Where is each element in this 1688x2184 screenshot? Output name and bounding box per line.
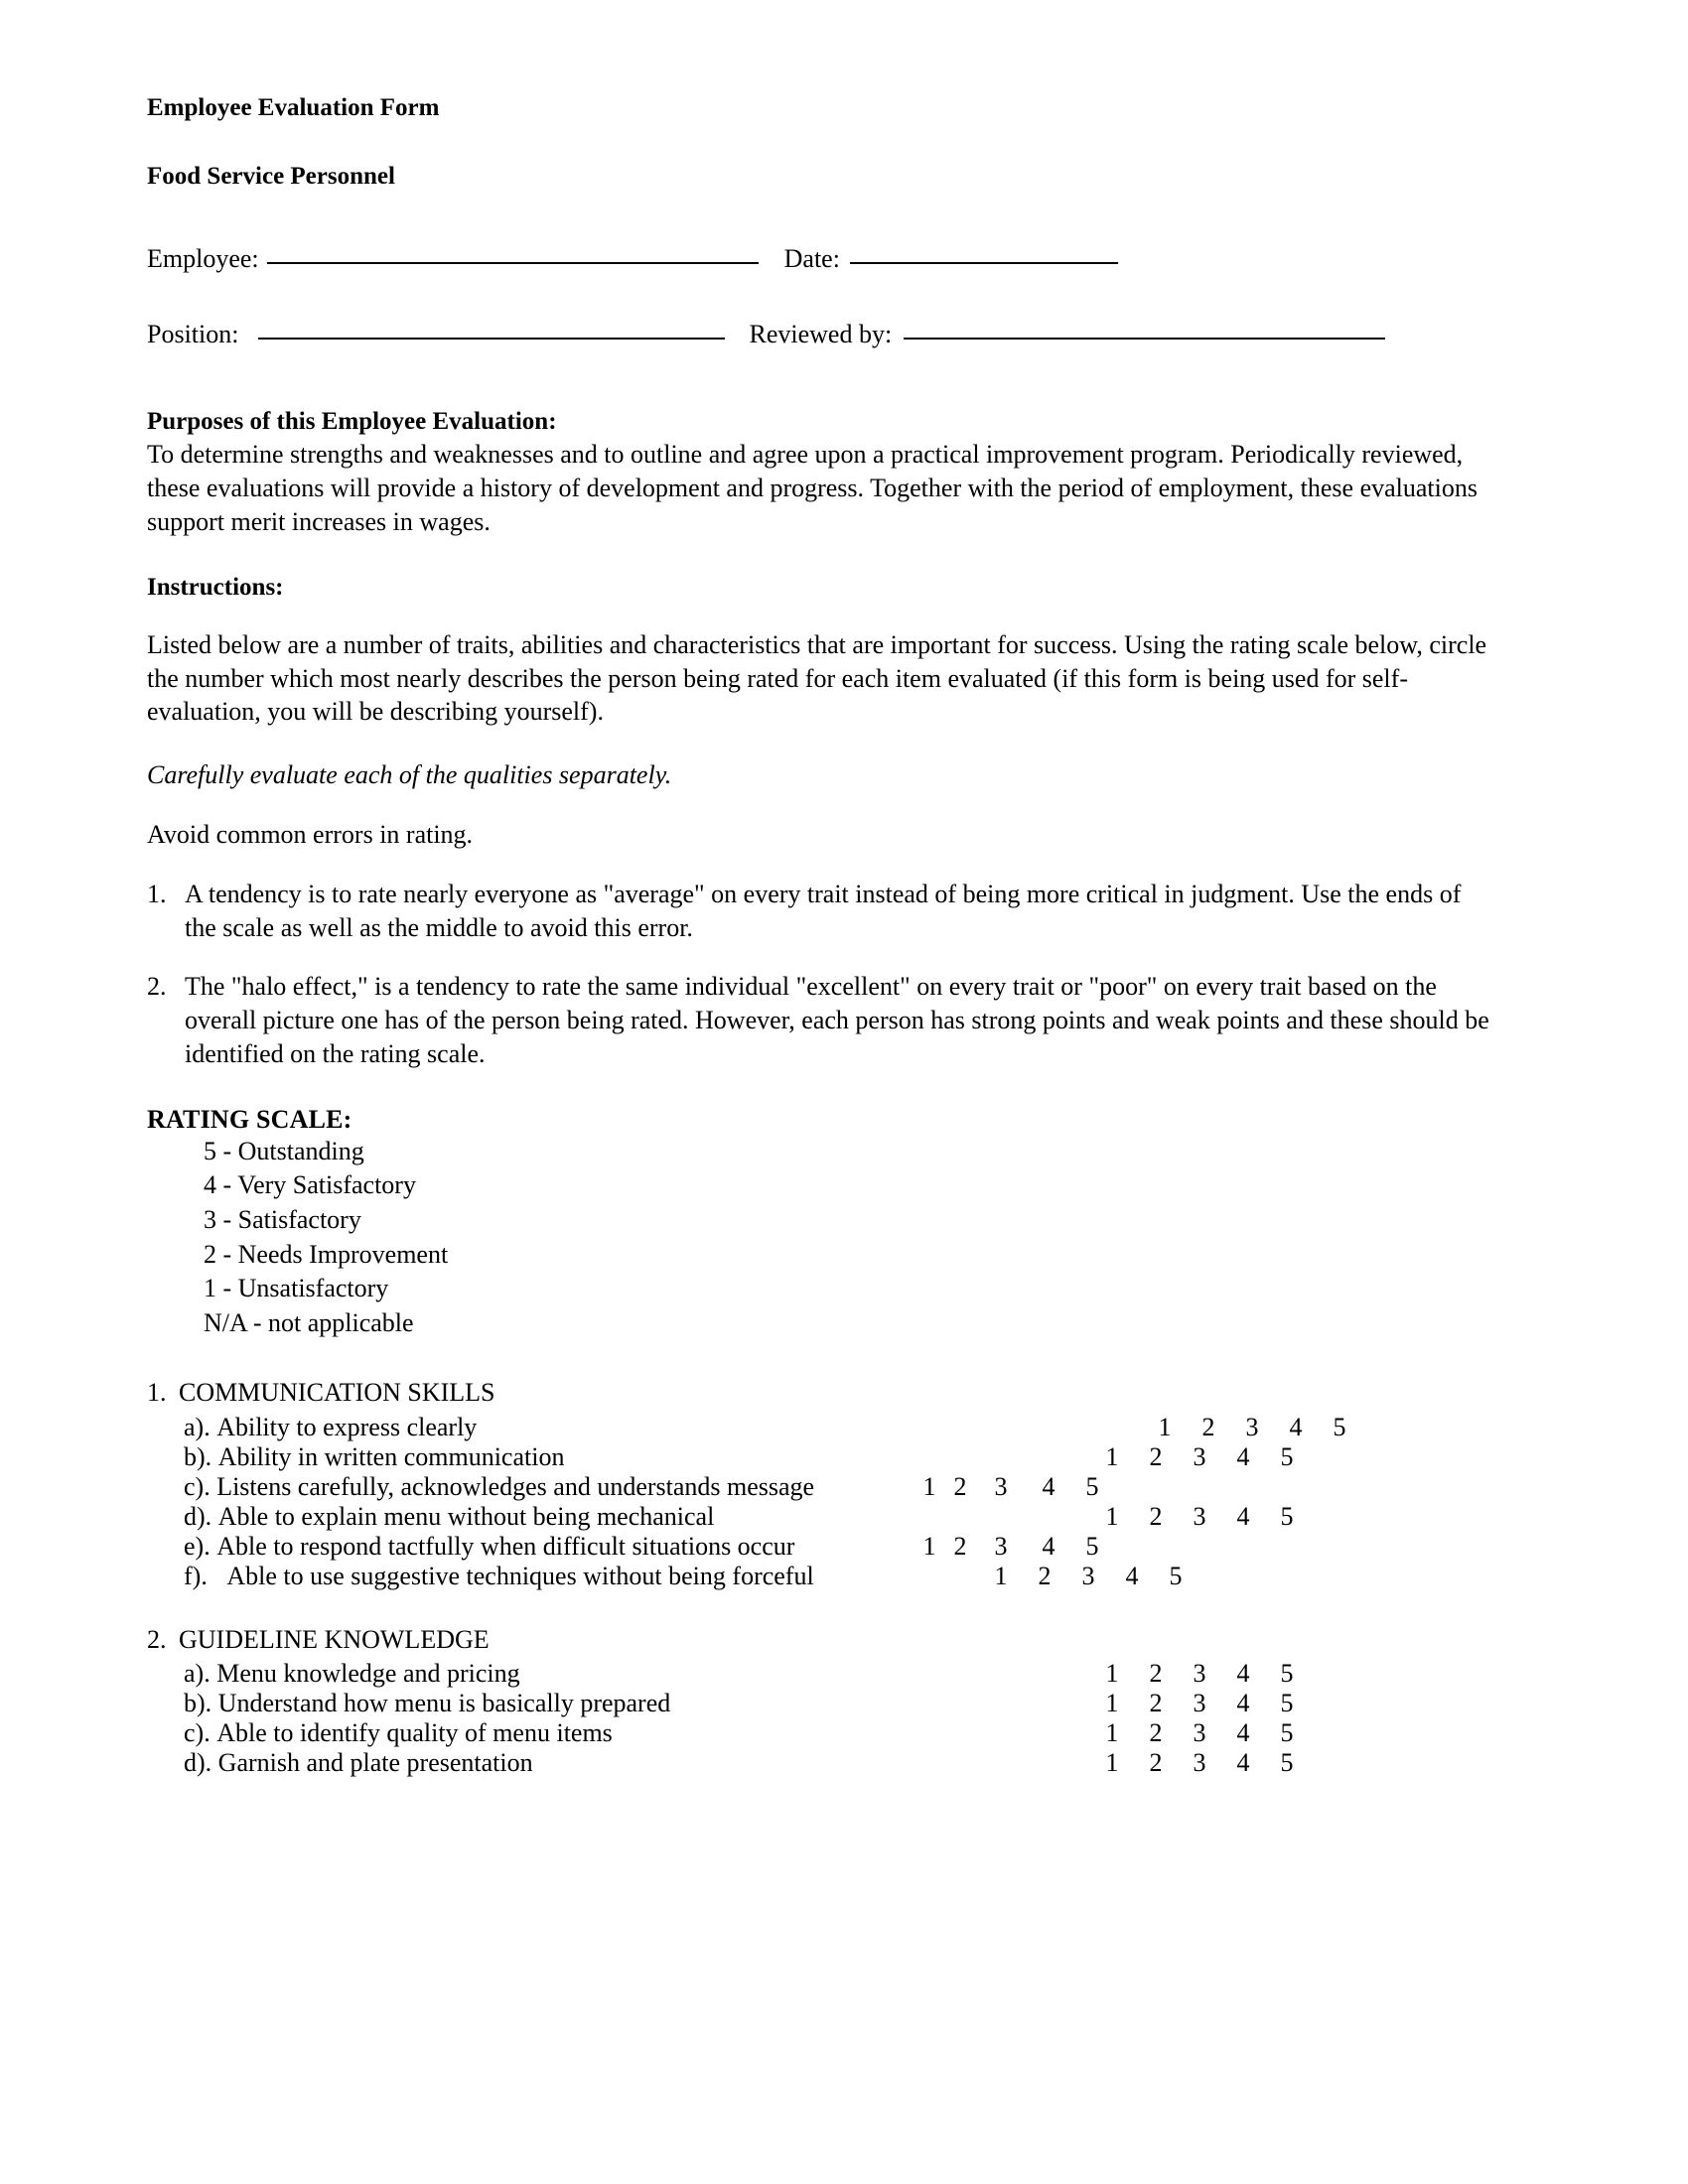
rating-option-5[interactable]: 5 (1280, 1441, 1294, 1471)
rating-option-2[interactable]: 2 (1149, 1689, 1163, 1718)
section-number: 2. (147, 1624, 167, 1654)
rating-option-5[interactable]: 5 (1085, 1531, 1099, 1561)
item-letter: a). (184, 1412, 211, 1441)
item-letter: d). (184, 1748, 212, 1778)
rating-options[interactable] (1090, 1746, 1309, 1781)
rating-error-item (147, 878, 1537, 945)
rating-option-2[interactable]: 2 (1149, 1718, 1163, 1748)
item-text: Listens carefully, acknowledges and understands message (216, 1471, 815, 1501)
item-letter: b). (184, 1441, 212, 1471)
item-label (184, 1560, 814, 1594)
table-row (147, 1440, 1537, 1470)
instructions-italic-note: Carefully evaluate each of the qualities separately. (147, 760, 672, 790)
table-row (147, 1530, 1537, 1560)
item-letter: e). (184, 1531, 211, 1561)
document-content (147, 95, 1537, 1776)
rating-option-5[interactable]: 5 (1280, 1501, 1294, 1531)
rating-option-4[interactable]: 4 (1289, 1412, 1303, 1441)
page-title: Employee Evaluation Form (147, 94, 440, 121)
rating-scale-item: N/A - not applicable (204, 1307, 414, 1337)
rating-option-5[interactable]: 5 (1280, 1689, 1294, 1718)
section-title: GUIDELINE KNOWLEDGE (179, 1624, 490, 1654)
rating-option-2[interactable]: 2 (1149, 1748, 1163, 1778)
rating-option-3[interactable]: 3 (994, 1471, 1008, 1501)
rating-error-text: A tendency is to rate nearly everyone as "average" on every trait instead of being more critical in judgment. Use the ends of the scale as well as the middle to avoid this error. (185, 879, 1462, 942)
section-number: 1. (147, 1378, 167, 1408)
rating-option-1[interactable]: 1 (1105, 1748, 1119, 1778)
item-letter: c). (184, 1471, 211, 1501)
rating-option-1[interactable]: 1 (1158, 1412, 1172, 1441)
rating-scale-item: 1 - Unsatisfactory (204, 1274, 389, 1303)
item-text: Ability to express clearly (216, 1412, 478, 1441)
rating-option-4[interactable]: 4 (1236, 1689, 1250, 1718)
rating-option-4[interactable]: 4 (1236, 1748, 1250, 1778)
rating-error-number: 1. (147, 879, 167, 908)
rating-option-4[interactable]: 4 (1042, 1471, 1055, 1501)
rating-scale-item: 3 - Satisfactory (204, 1205, 361, 1235)
table-row (147, 1470, 1537, 1500)
rating-option-1[interactable]: 1 (1105, 1501, 1119, 1531)
rating-options[interactable] (979, 1560, 1197, 1594)
table-row (147, 1746, 1537, 1776)
avoid-errors-note: Avoid common errors in rating. (147, 820, 474, 850)
rating-option-2[interactable]: 2 (953, 1471, 967, 1501)
item-letter: b). (184, 1689, 212, 1718)
reviewed-by-input-line[interactable] (904, 338, 1385, 340)
instructions-body: Listed below are a number of traits, abilities and characteristics that are important for success. Using the rating scale below, circle the number which most nearly describes the person being rated for each item evaluated (if this form is being used for self-evaluation, you will be describing yourself). (147, 629, 1487, 727)
employee-label: Employee: (147, 244, 259, 273)
item-text: Garnish and plate presentation (217, 1748, 533, 1778)
rating-option-2[interactable]: 2 (1201, 1412, 1215, 1441)
rating-error-item (147, 970, 1537, 1070)
rating-option-4[interactable]: 4 (1236, 1659, 1250, 1689)
rating-option-4[interactable]: 4 (1042, 1531, 1055, 1561)
rating-option-4[interactable]: 4 (1125, 1561, 1139, 1590)
rating-option-3[interactable]: 3 (1081, 1561, 1095, 1590)
rating-option-4[interactable]: 4 (1236, 1501, 1250, 1531)
rating-option-3[interactable]: 3 (994, 1531, 1008, 1561)
rating-scale-item: 4 - Very Satisfactory (204, 1170, 416, 1200)
section-title: COMMUNICATION SKILLS (179, 1378, 495, 1408)
rating-scale-item: 5 - Outstanding (204, 1136, 364, 1165)
rating-option-2[interactable]: 2 (1149, 1501, 1163, 1531)
rating-option-3[interactable]: 3 (1193, 1718, 1206, 1748)
rating-option-5[interactable]: 5 (1085, 1471, 1099, 1501)
item-text: Understand how menu is basically prepared (217, 1689, 671, 1718)
employee-input-line[interactable] (267, 262, 759, 264)
table-row (147, 1500, 1537, 1530)
rating-error-number: 2. (147, 972, 167, 1002)
rating-option-3[interactable]: 3 (1245, 1412, 1259, 1441)
rating-option-4[interactable]: 4 (1236, 1441, 1250, 1471)
page-subtitle: Food Service Personnel (147, 163, 395, 190)
position-input-line[interactable] (258, 338, 725, 340)
rating-option-1[interactable]: 1 (1105, 1689, 1119, 1718)
item-text: Ability in written communication (217, 1441, 565, 1471)
rating-option-5[interactable]: 5 (1280, 1748, 1294, 1778)
table-row (147, 1716, 1537, 1746)
rating-error-text: The "halo effect," is a tendency to rate the same individual "excellent" on every trait or "poor" on every trait based on the overall picture one has of the person being rated. However, each person has strong points and weak points and these should be identified on the rating scale. (185, 972, 1489, 1069)
table-row (147, 1657, 1537, 1687)
rating-option-1[interactable]: 1 (922, 1471, 936, 1501)
rating-option-2[interactable]: 2 (953, 1531, 967, 1561)
item-text: Able to explain menu without being mechanical (217, 1501, 715, 1531)
rating-option-3[interactable]: 3 (1193, 1441, 1206, 1471)
item-letter: a). (184, 1659, 211, 1689)
item-letter: c). (184, 1718, 211, 1748)
purposes-body: To determine strengths and weaknesses and to outline and agree upon a practical improvement program. Periodically reviewed, these evaluations will provide a history of development and progress. Together with the period of employment, these evaluations support merit increases in wages. (147, 440, 1477, 536)
rating-option-1[interactable]: 1 (1105, 1441, 1119, 1471)
item-text: Menu knowledge and pricing (216, 1659, 520, 1689)
rating-option-5[interactable]: 5 (1169, 1561, 1183, 1590)
rating-option-4[interactable]: 4 (1236, 1718, 1250, 1748)
section-heading-guideline-knowledge (147, 1623, 1537, 1658)
item-text: Able to use suggestive techniques without being forceful (226, 1561, 814, 1590)
date-input-line[interactable] (850, 262, 1118, 264)
position-reviewer-field-row (147, 322, 1537, 347)
rating-option-5[interactable]: 5 (1280, 1718, 1294, 1748)
rating-option-1[interactable]: 1 (994, 1561, 1008, 1590)
rating-option-1[interactable]: 1 (922, 1531, 936, 1561)
rating-scale-item: 2 - Needs Improvement (204, 1239, 449, 1269)
item-text: Able to identify quality of menu items (216, 1718, 613, 1748)
rating-option-2[interactable]: 2 (1038, 1561, 1052, 1590)
rating-option-1[interactable]: 1 (1105, 1659, 1119, 1689)
date-label: Date: (783, 244, 840, 273)
rating-option-5[interactable]: 5 (1333, 1412, 1346, 1441)
item-letter: d). (184, 1501, 212, 1531)
table-row (147, 1411, 1537, 1440)
employee-date-field-row (147, 246, 1537, 272)
rating-option-3[interactable]: 3 (1193, 1689, 1206, 1718)
item-letter: f). (184, 1561, 208, 1590)
rating-option-3[interactable]: 3 (1193, 1501, 1206, 1531)
position-label: Position: (147, 320, 239, 348)
table-row (147, 1560, 1537, 1589)
table-row (147, 1687, 1537, 1716)
rating-option-3[interactable]: 3 (1193, 1748, 1206, 1778)
instructions-heading: Instructions: (147, 573, 284, 601)
rating-option-3[interactable]: 3 (1193, 1659, 1206, 1689)
rating-option-5[interactable]: 5 (1280, 1659, 1294, 1689)
item-label (184, 1746, 533, 1781)
section-heading-communication-skills (147, 1376, 1537, 1411)
item-text: Able to respond tactfully when difficult situations occur (216, 1531, 795, 1561)
rating-option-2[interactable]: 2 (1149, 1441, 1163, 1471)
rating-scale-heading: RATING SCALE: (147, 1104, 352, 1134)
rating-option-1[interactable]: 1 (1105, 1718, 1119, 1748)
purposes-heading: Purposes of this Employee Evaluation: (147, 408, 557, 435)
reviewed-by-label: Reviewed by: (749, 320, 893, 348)
rating-option-2[interactable]: 2 (1149, 1659, 1163, 1689)
